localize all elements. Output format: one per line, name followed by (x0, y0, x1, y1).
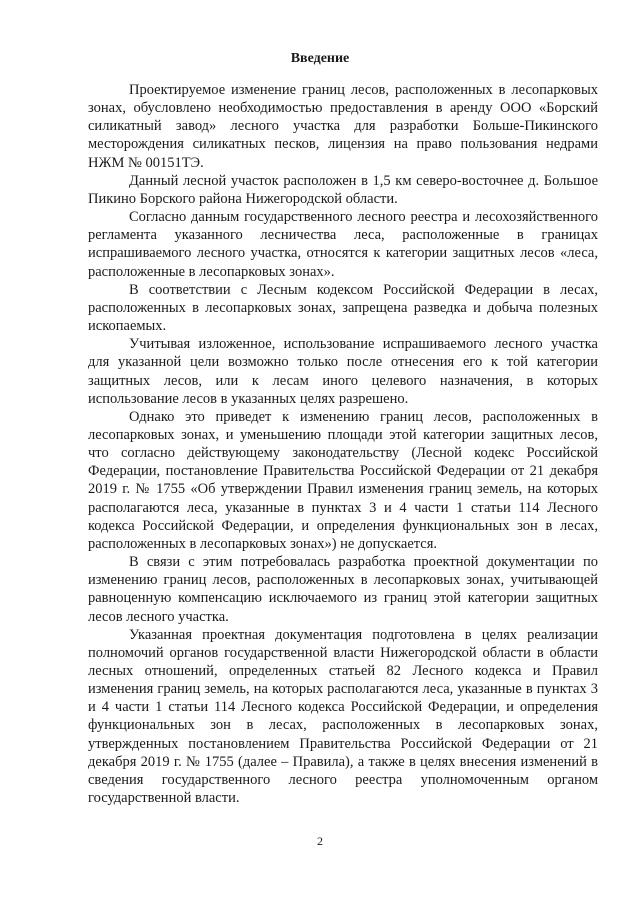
page-number: 2 (317, 834, 323, 848)
page-heading: Введение (290, 51, 350, 66)
paragraph-3: Согласно данным государственного лесного реестра и лесохозяйственного регламента указанного лесничества леса, расположенные в границах испрашиваемого лесного участка, относятся к категории защитных лесов «леса, расположенные в лесопарковых зонах». (88, 209, 598, 280)
paragraph-8: Указанная проектная документация подготовлена в целях реализации полномочий органов государственной власти Нижегородской области в области лесных отношений, определенных статьей 82 Лесного кодекса и Правил изменения границ земель, на которых располагаются леса, указанные в пунктах 3 и 4 части 1 статьи 114 Лесного кодекса Российской Федерации, и определения функциональных зон в лесах, расположенных в лесопарковых зонах, утвержденных постановлением Правительства Российской Федерации от 21 декабря 2019 г. № 1755 (далее – Правила), а также в целях внесения изменений в сведения государственного лесного реестра уполномоченным органом государственной власти. (88, 626, 598, 807)
paragraph-2: Данный лесной участок расположен в 1,5 км северо-восточнее д. Большое Пикино Борского района Нижегородской области. (88, 172, 598, 207)
paragraph-4: В соответствии с Лесным кодексом Российской Федерации в лесах, расположенных в лесопарковых зонах, запрещена разведка и добыча полезных ископаемых. (88, 281, 598, 335)
paragraph-5: Учитывая изложенное, использование испрашиваемого лесного участка для указанной цели возможно только после отнесения его к той категории защитных лесов, или к лесам иного целевого назначения, в которых использование лесов в указанных целях разрешено. (88, 336, 598, 407)
paragraph-7: В связи с этим потребовалась разработка проектной документации по изменению границ лесов, расположенных в лесопарковых зонах, учитывающей равноценную компенсацию исключаемого из границ этой категории защитных лесов лесного участка. (88, 554, 598, 625)
document-body (88, 81, 598, 807)
paragraph-1: Проектируемое изменение границ лесов, расположенных в лесопарковых зонах, обусловлено необходимостью предоставления в аренду ООО «Борский силикатный завод» лесного участка для разработки Больше-Пикинского месторождения силикатных песков, лицензия на право пользования недрами НЖМ № 00151ТЭ. (88, 82, 598, 171)
paragraph-6: Однако это приведет к изменению границ лесов, расположенных в лесопарковых зонах, и уменьшению площади этой категории защитных лесов, что согласно действующему законодательству (Лесной кодекс Российской Федерации, постановление Правительства Российской Федерации от 21 декабря 2019 г. № 1755 «Об утверждении Правил изменения границ земель, на которых располагаются леса, указанные в пунктах 3 и 4 части 1 статьи 114 Лесного кодекса Российской Федерации, и определения функциональных зон в лесах, расположенных в лесопарковых зонах») не допускается. (88, 408, 598, 552)
